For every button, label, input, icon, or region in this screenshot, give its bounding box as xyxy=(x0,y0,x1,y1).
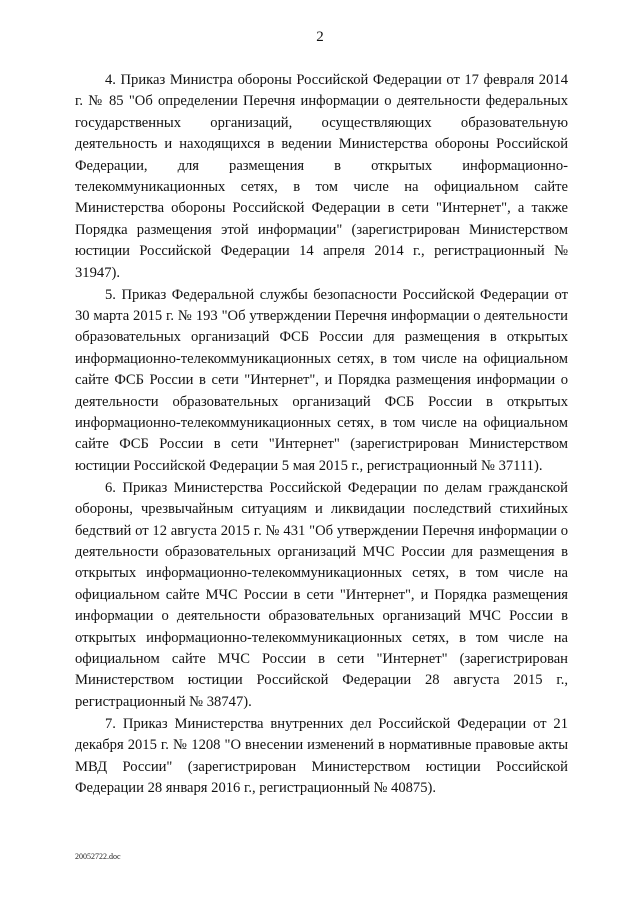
paragraph-item-5: 5. Приказ Федеральной службы безопасности Российской Федерации от 30 марта 2015 г. № 193 "Об утверждении Перечня информации о деятельности образовательных организаций ФСБ России для размещения в открытых информационно-телекоммуникационных сетях, в том числе на официальном сайте ФСБ России в сети "Интернет", и Порядка размещения информации о деятельности образовательных организаций ФСБ России в открытых информационно-телекоммуникационных сетях, в том числе на официальном сайте ФСБ России в сети "Интернет" (зарегистрирован Министерством юстиции Российской Федерации 5 мая 2015 г., регистрационный № 37111). xyxy=(75,286,568,474)
document-body xyxy=(75,70,568,800)
page-number: 2 xyxy=(316,29,324,45)
footer-filename: 20052722.doc xyxy=(75,852,121,861)
paragraph-item-6: 6. Приказ Министерства Российской Федерации по делам гражданской обороны, чрезвычайным ситуациям и ликвидации последствий стихийных бедствий от 12 августа 2015 г. № 431 "Об утверждении Перечня информации о деятельности образовательных организаций МЧС России для размещения в открытых информационно-телекоммуникационных сетях, в том числе на официальном сайте МЧС России в сети "Интернет", и Порядка размещения информации о деятельности образовательных организаций МЧС России в открытых информационно-телекоммуникационных сетях, в том числе на официальном сайте МЧС России в сети "Интернет" (зарегистрирован Министерством юстиции Российской Федерации 28 августа 2015 г., регистрационный № 38747). xyxy=(75,479,568,710)
paragraph-item-4: 4. Приказ Министра обороны Российской Федерации от 17 февраля 2014 г. № 85 "Об определении Перечня информации о деятельности федеральных государственных организаций, осуществляющих образовательную деятельность и находящихся в ведении Министерства обороны Российской Федерации, для размещения в открытых информационно-телекоммуникационных сетях, в том числе на официальном сайте Министерства обороны Российской Федерации в сети "Интернет", а также Порядка размещения этой информации" (зарегистрирован Министерством юстиции Российской Федерации 14 апреля 2014 г., регистрационный № 31947). xyxy=(75,72,568,281)
paragraph-item-7: 7. Приказ Министерства внутренних дел Российской Федерации от 21 декабря 2015 г. № 1208 "О внесении изменений в нормативные правовые акты МВД России" (зарегистрирован Министерством юстиции Российской Федерации 28 января 2016 г., регистрационный № 40875). xyxy=(75,715,568,796)
